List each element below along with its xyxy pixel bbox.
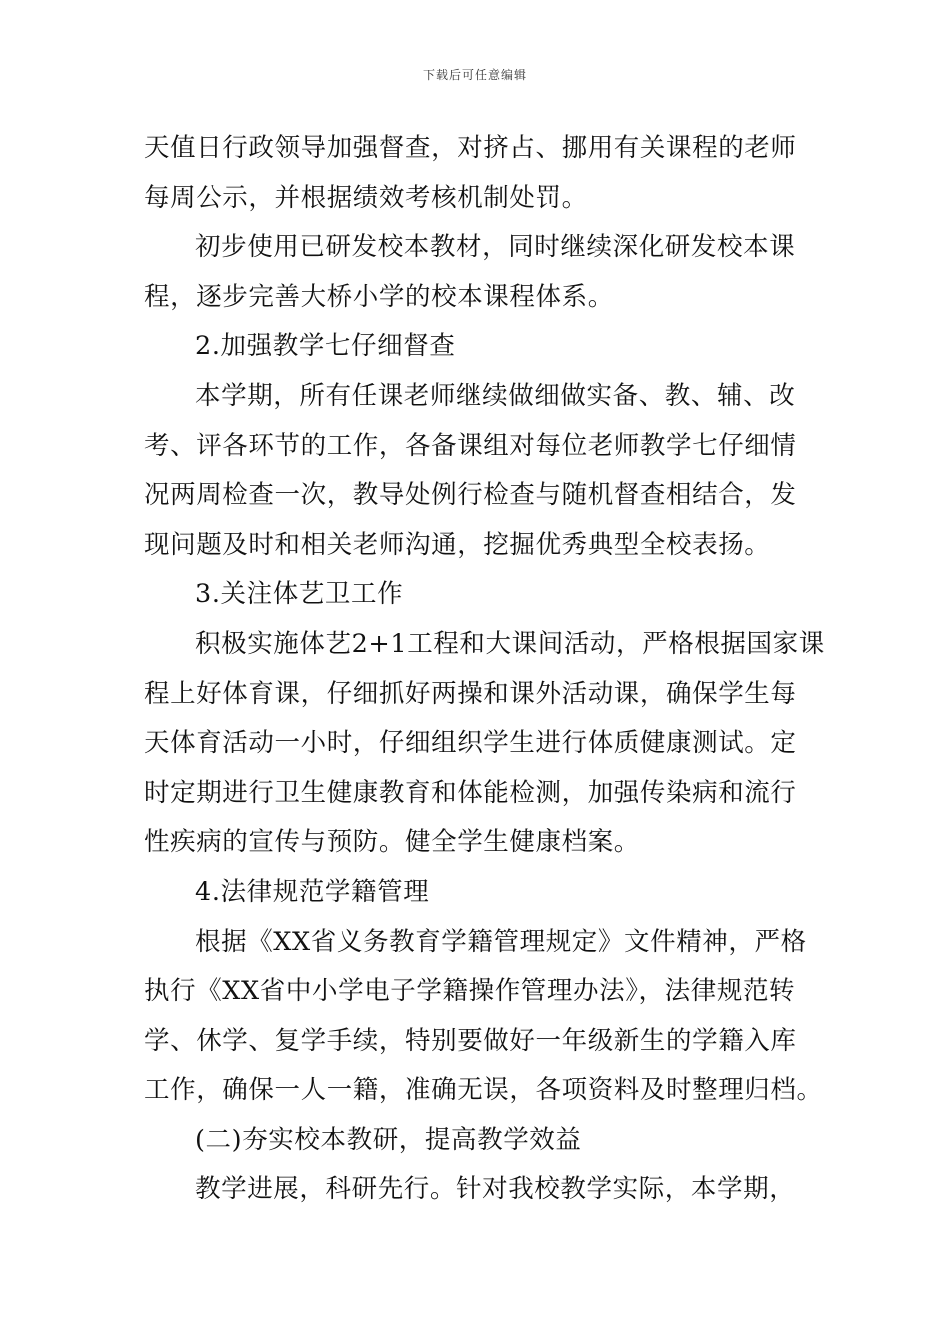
text-line: 现问题及时和相关老师沟通，挖掘优秀典型全校表扬。 (144, 529, 771, 560)
text-line: 每周公示，并根据绩效考核机制处罚。 (144, 182, 588, 213)
paragraph-first-line: 教学进展，科研先行。针对我校教学实际，本学期， (195, 1174, 796, 1205)
text-line: 考、评各环节的工作，各备课组对每位老师教学七仔细情 (144, 430, 797, 461)
section-heading: 3.关注体艺卫工作 (195, 579, 404, 610)
text-line: 学、休学、复学手续，特别要做好一年级新生的学籍入库 (144, 1025, 797, 1056)
text-line: 况两周检查一次，教导处例行检查与随机督查相结合，发 (144, 480, 797, 511)
paragraph-first-line: 积极实施体艺2+1工程和大课间活动，严格根据国家课 (195, 628, 825, 659)
text-line: 性疾病的宣传与预防。健全学生健康档案。 (144, 827, 640, 858)
text-line: 工作，确保一人一籍，准确无误，各项资料及时整理归档。 (144, 1075, 823, 1106)
text-line: 天体育活动一小时，仔细组织学生进行体质健康测试。定 (144, 728, 797, 759)
document-body (144, 124, 825, 1215)
text-line: 天值日行政领导加强督查，对挤占、挪用有关课程的老师 (144, 133, 797, 163)
section-heading: 2.加强教学七仔细督查 (195, 331, 456, 362)
text-line: 程，逐步完善大桥小学的校本课程体系。 (144, 281, 614, 312)
page-header-note: 下载后可任意编辑 (422, 68, 527, 82)
paragraph-first-line: 根据《XX省义务教育学籍管理规定》文件精神，严格 (195, 926, 807, 957)
text-line: 程上好体育课，仔细抓好两操和课外活动课，确保学生每 (144, 678, 797, 709)
paragraph-first-line: 本学期，所有任课老师继续做细做实备、教、辅、改 (195, 380, 796, 411)
section-heading: 4.法律规范学籍管理 (195, 876, 430, 907)
text-line: 执行《XX省中小学电子学籍操作管理办法》，法律规范转 (144, 976, 796, 1007)
section-heading: (二)夯实校本教研，提高教学效益 (195, 1124, 582, 1155)
paragraph-first-line: 初步使用已研发校本教材，同时继续深化研发校本课 (195, 232, 796, 263)
text-line: 时定期进行卫生健康教育和体能检测，加强传染病和流行 (144, 777, 797, 808)
